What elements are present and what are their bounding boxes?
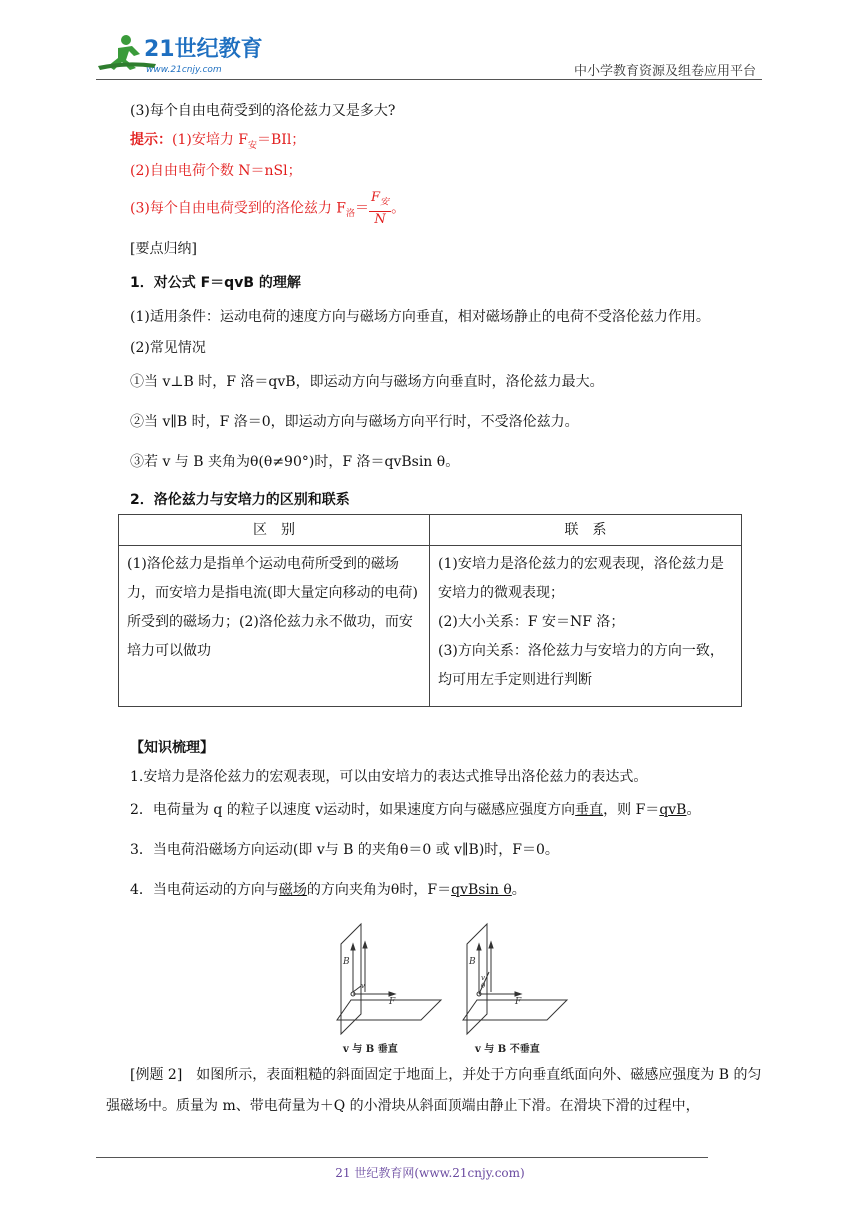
table-cell-relation: (1)安培力是洛伦兹力的宏观表现，洛伦兹力是安培力的微观表现； (2)大小关系：F 安＝NF 洛； (3)方向关系：洛伦兹力与安培力的方向一致，均可用左手定则进行判断 <box>430 546 742 707</box>
table-header-difference: 区 别 <box>119 515 430 546</box>
table-cell-difference: (1)洛伦兹力是指单个运动电荷所受到的磁场力，而安培力是指电流(即大量定向移动的电荷)所受到的磁场力；(2)洛伦兹力永不做功，而安培力可以做功 <box>119 546 430 707</box>
table-header-relation: 联 系 <box>430 515 742 546</box>
question-3: (3)每个自由电荷受到的洛伦兹力又是多大? <box>130 103 396 119</box>
caption-left: v 与 B 垂直 <box>343 1044 398 1055</box>
section-2-title: 2．洛伦兹力与安培力的区别和联系 <box>130 492 350 508</box>
hint-line-1: 提示：(1)安培力 $F_安=BIl$； <box>130 132 306 151</box>
knowledge-2: 2．电荷量为 q 的粒子以速度 v运动时，如果速度方向与磁感应强度方向垂直，则 F＝qvB。 <box>130 802 701 818</box>
site-logo <box>96 30 266 80</box>
knowledge-heading: 【知识梳理】 <box>130 740 214 756</box>
section-1-title: 1．对公式 F＝qvB 的理解 <box>130 275 301 291</box>
diagram-non-perpendicular <box>463 924 567 1034</box>
knowledge-4: 4．当电荷运动的方向与磁场的方向夹角为θ时，F＝qvBsin θ。 <box>130 882 526 898</box>
hint-line-3: (3)每个自由电荷受到的洛伦兹力 $F_洛=$ $\frac{F_安}{N}$ 。 <box>130 190 406 227</box>
header-platform-text: 中小学教育资源及组卷应用平台 <box>573 64 756 79</box>
fraction: $\frac{F_安}{N}$ <box>371 190 390 227</box>
knowledge-1: 1.安培力是洛伦兹力的宏观表现，可以由安培力的表达式推导出洛伦兹力的表达式。 <box>130 769 648 785</box>
label-F-right: F <box>515 997 522 1007</box>
knowledge-3: 3．当电荷沿磁场方向运动(即 v与 B 的夹角θ＝0 或 v∥B)时，F＝0。 <box>130 842 559 858</box>
example-2: [例题 2] 如图所示，表面粗糙的斜面固定于地面上，并处于方向垂直纸面向外、磁感应强度为 B 的匀强磁场中。质量为 m、带电荷量为＋Q 的小滑块从斜面顶端由静止下滑。在滑块下滑的过程中， <box>106 1067 762 1114</box>
logo-url: www.21cnjy.com <box>146 65 222 75</box>
force-diagram <box>335 908 571 1056</box>
label-v-right: v <box>481 974 485 982</box>
label-B-left: B <box>343 957 350 967</box>
case-1: ①当 v⊥B 时，F 洛＝qvB，即运动方向与磁场方向垂直时，洛伦兹力最大。 <box>130 374 604 390</box>
label-v-left: v <box>361 982 365 990</box>
caption-right: v 与 B 不垂直 <box>475 1044 540 1055</box>
footer-text[interactable]: 21 世纪教育网(www.21cnjy.com) <box>335 1166 525 1180</box>
label-theta: θ <box>481 982 486 990</box>
logo-text: 21世纪教育 <box>144 37 263 62</box>
label-B-right: B <box>469 957 476 967</box>
label-F-left: F <box>389 997 396 1007</box>
section-1-p2: (2)常见情况 <box>130 340 206 356</box>
comparison-table <box>118 514 742 707</box>
footer-divider <box>96 1157 708 1158</box>
case-2: ②当 v∥B 时，F 洛＝0，即运动方向与磁场方向平行时，不受洛伦兹力。 <box>130 414 579 430</box>
header-divider <box>96 79 762 80</box>
hint-line-2: (2)自由电荷个数 N＝nSl； <box>130 163 302 179</box>
summary-heading: [要点归纳] <box>130 241 197 257</box>
case-3: ③若 v 与 B 夹角为θ(θ≠90°)时，F 洛＝qvBsin θ。 <box>130 454 460 470</box>
section-1-p1: (1)适用条件：运动电荷的速度方向与磁场方向垂直，相对磁场静止的电荷不受洛伦兹力作用。 <box>130 309 710 325</box>
diagram-perpendicular <box>337 924 441 1034</box>
